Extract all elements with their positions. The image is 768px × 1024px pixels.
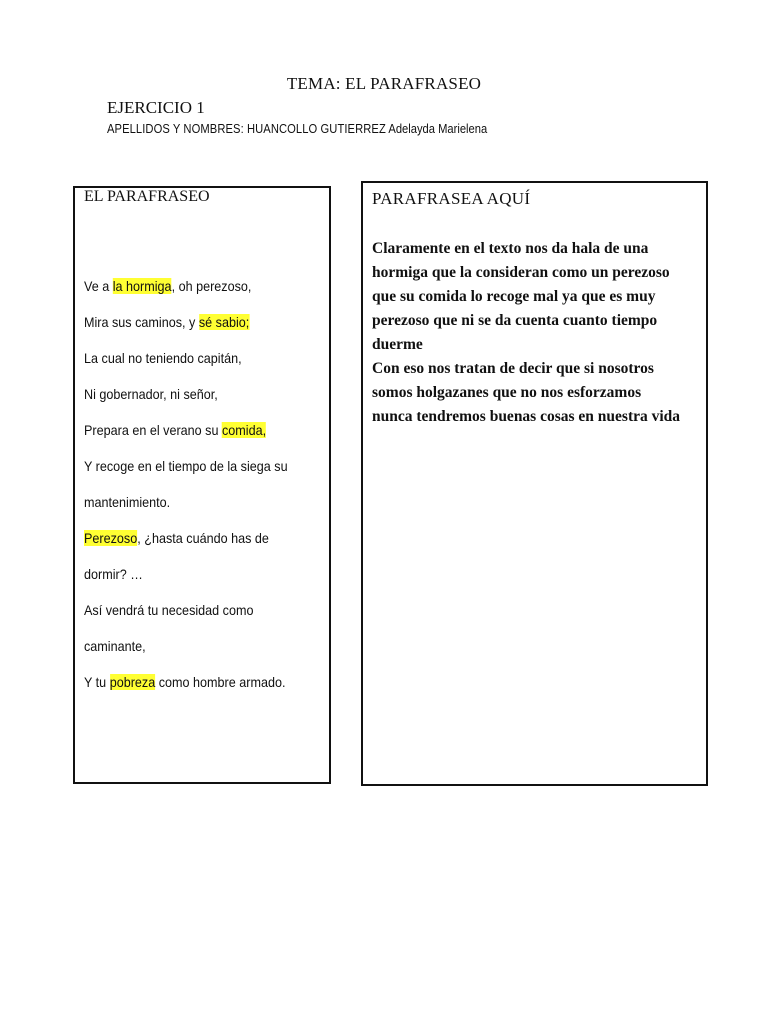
poem-text-segment: Y tu: [84, 674, 110, 690]
poem-text-segment: , ¿hasta cuándo has de: [137, 530, 269, 546]
paraphrase-line: Con eso nos tratan de decir que si nosotros: [372, 360, 654, 377]
poem-line: [84, 412, 298, 448]
highlighted-phrase: Perezoso: [84, 530, 138, 546]
poem-text-segment: como hombre armado.: [155, 674, 286, 690]
paraphrase-text[interactable]: [372, 237, 702, 429]
poem-text-segment: Mira sus caminos, y: [84, 314, 199, 330]
poem-line: [84, 448, 298, 484]
poem-text: [84, 268, 298, 700]
poem-text-segment: mantenimiento.: [84, 494, 171, 510]
student-label: APELLIDOS Y NOMBRES: HUANCOLLO GUTIERREZ: [107, 121, 386, 136]
poem-line: [84, 592, 298, 628]
poem-line: [84, 340, 298, 376]
paraphrase-line: duerme: [372, 336, 423, 353]
paraphrase-line: perezoso que ni se da cuenta cuanto tiempo: [372, 312, 658, 329]
original-text-box: [73, 186, 331, 784]
paraphrase-line: Claramente en el texto nos da hala de una: [372, 240, 649, 257]
poem-line: [84, 484, 298, 520]
original-text-heading: EL PARAFRASEO: [84, 188, 210, 205]
poem-text-segment: Ni gobernador, ni señor,: [84, 386, 218, 402]
poem-text-segment: dormir? …: [84, 566, 143, 582]
highlighted-phrase: comida,: [221, 422, 267, 438]
poem-text-segment: Y recoge en el tiempo de la siega su: [84, 458, 288, 474]
highlighted-phrase: sé sabio;: [198, 314, 250, 330]
poem-text-segment: Así vendrá tu necesidad como: [84, 602, 254, 618]
paraphrase-line: hormiga que la consideran como un perezoso: [372, 264, 670, 281]
poem-line: [84, 556, 298, 592]
poem-text-segment: caminante,: [84, 638, 146, 654]
poem-line: [84, 268, 298, 304]
highlighted-phrase: pobreza: [109, 674, 156, 690]
poem-text-segment: Prepara en el verano su: [84, 422, 222, 438]
student-name: Adelayda Marielena: [388, 121, 488, 136]
poem-line: [84, 304, 298, 340]
highlighted-phrase: la hormiga: [112, 278, 172, 294]
poem-line: [84, 664, 298, 700]
poem-line: [84, 376, 298, 412]
document-title: TEMA: EL PARAFRASEO: [286, 74, 482, 93]
poem-text-segment: Ve a: [84, 278, 113, 294]
paraphrase-line: somos holgazanes que no nos esforzamos: [372, 384, 642, 401]
paraphrase-box[interactable]: [361, 181, 708, 786]
student-line: [107, 121, 487, 136]
paraphrase-heading: PARAFRASEA AQUÍ: [372, 189, 531, 208]
paraphrase-line: nunca tendremos buenas cosas en nuestra vida: [372, 408, 681, 425]
poem-line: [84, 628, 298, 664]
paraphrase-line: que su comida lo recoge mal ya que es muy: [372, 288, 656, 305]
exercise-label: EJERCICIO 1: [107, 98, 205, 117]
poem-text-segment: La cual no teniendo capitán,: [84, 350, 242, 366]
poem-text-segment: , oh perezoso,: [171, 278, 252, 294]
poem-line: [84, 520, 298, 556]
